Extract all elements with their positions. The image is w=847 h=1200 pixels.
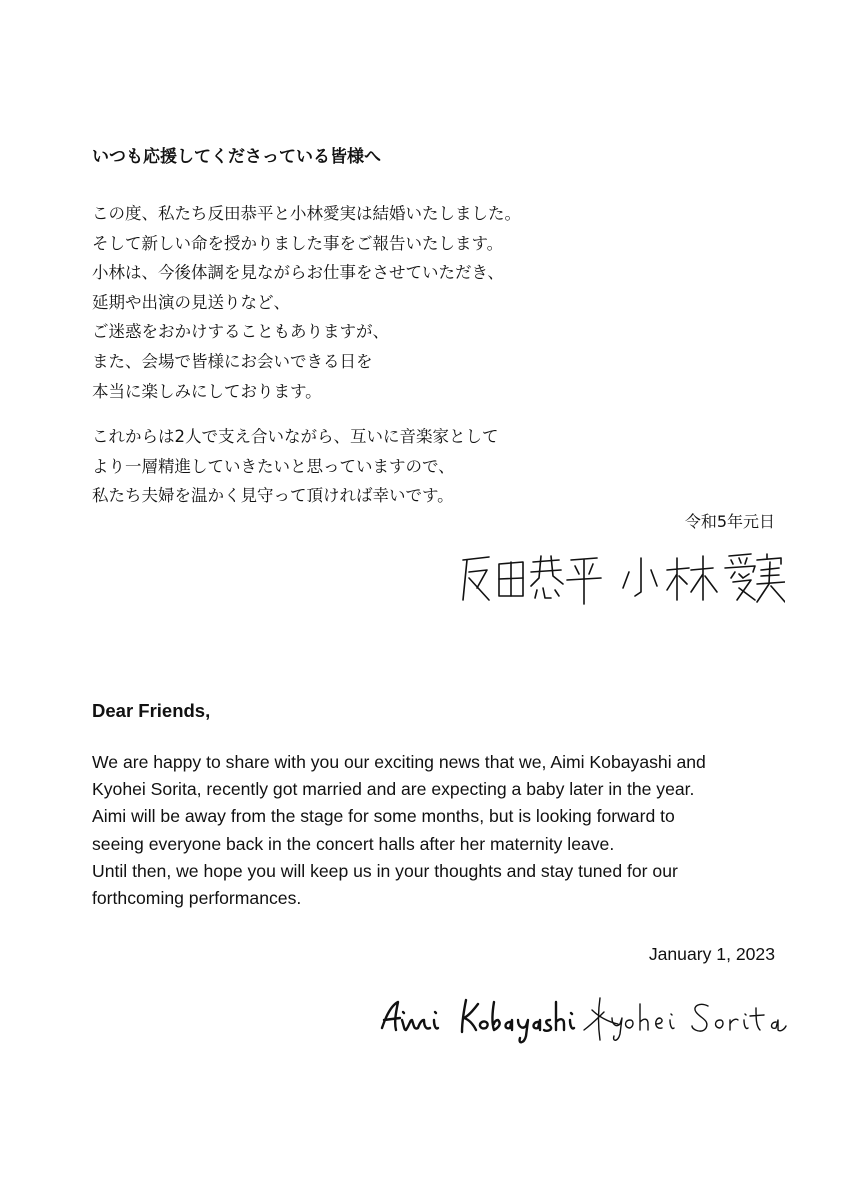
jp-paragraph-2-line: 私たち夫婦を温かく見守って頂ければ幸いです。	[92, 486, 454, 506]
en-body-line: forthcoming performances.	[92, 888, 302, 909]
jp-paragraph-1-line: この度、私たち反田恭平と小林愛実は結婚いたしました。	[92, 204, 521, 223]
en-date: January 1, 2023	[648, 944, 775, 964]
jp-paragraph-1-line: 延期や出演の見送りなど、	[92, 292, 290, 312]
jp-paragraph-2-line: より一層精進していきたいと思っていますので、	[92, 456, 455, 476]
jp-paragraph-2-line: これからは2人で支え合いながら、互いに音楽家として	[92, 427, 499, 446]
jp-date: 令和5年元日	[684, 512, 775, 531]
jp-paragraph-1	[92, 199, 521, 406]
jp-paragraph-2	[92, 422, 499, 511]
jp-handwritten-signature	[455, 548, 785, 610]
jp-paragraph-1-line: 本当に楽しみにしております。	[92, 381, 322, 401]
jp-paragraph-1-line: また、会場で皆様にお会いできる日を	[92, 351, 373, 371]
en-body-line: Until then, we hope you will keep us in your thoughts and stay tuned for our	[92, 860, 678, 881]
en-handwritten-signature	[378, 990, 788, 1050]
en-body-paragraph	[92, 749, 706, 912]
en-body-line: Aimi will be away from the stage for some months, but is looking forward to	[92, 806, 675, 827]
jp-paragraph-1-line: ご迷惑をおかけすることもありますが、	[92, 322, 389, 342]
jp-greeting: いつも応援してくださっている皆様へ	[92, 147, 381, 167]
jp-paragraph-1-line: そして新しい命を授かりました事をご報告いたします。	[92, 233, 504, 253]
en-greeting: Dear Friends,	[92, 700, 211, 721]
en-body-line: seeing everyone back in the concert halls after her maternity leave.	[92, 833, 615, 854]
en-body-line: Kyohei Sorita, recently got married and are expecting a baby later in the year.	[92, 779, 695, 800]
jp-paragraph-1-line: 小林は、今後体調を見ながらお仕事をさせていただき、	[92, 263, 504, 283]
en-body-line: We are happy to share with you our exciting news that we, Aimi Kobayashi and	[92, 752, 706, 772]
